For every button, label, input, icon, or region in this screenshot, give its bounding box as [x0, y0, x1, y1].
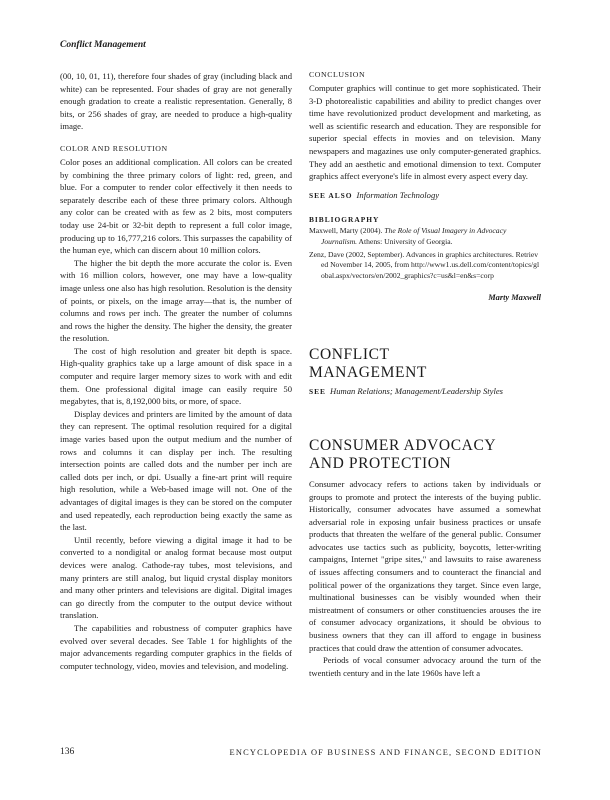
paragraph: The higher the bit depth the more accurate the color is. Even with 16 million colors, however, one may have a low-quality image unless one also has high resolution. Resolution is the density of points, or pixels, on the image array—that is, the number of columns and rows per inch. The greater the number of columns and rows the higher the density. The higher the density, the greater the resolution. — [60, 257, 292, 344]
paragraph: Until recently, before viewing a digital image it had to be converted to a nondigital or analog format because most output devices were analog. Cathode-ray tubes, most televisions, and many printers are still analog, but liquid crystal display monitors and many other printers and televisions are digital. Digital images can go directly from the computer to the output device without translation. — [60, 534, 292, 621]
entry-consumer-advocacy — [309, 437, 541, 680]
section-heading-conclusion: CONCLUSION — [309, 70, 366, 79]
paragraph: Display devices and printers are limited by the amount of data they can represent. The optimal resolution required for a digital image varies based upon the output medium and the number of rows and columns it can display per inch. The resulting intersection points are called dots and the number per inch are called dots per inch, or dpi. Usually a fine-art print will require high resolution, while a Web-based image will not. One of the advantages of digital images is they can be stored on the computer and used repeatedly, each reproduction being exactly the same as the last. — [60, 408, 292, 533]
author-signature: Marty Maxwell — [488, 293, 541, 303]
see-label: SEE — [309, 387, 326, 397]
see-also — [309, 189, 541, 203]
entry-title: MANAGEMENT — [309, 364, 427, 382]
section-heading-color-resolution: COLOR AND RESOLUTION — [60, 143, 168, 153]
bibliography-entry: Zenz, Dave (2002, September). Advances in graphics architectures. Retrieved November 14, 2005, from http://www1.us.dell.com/content/topics/global.aspx/vectors/en/2002_graphics?c=us&l=en&s=corp — [309, 249, 540, 280]
book-title: ENCYCLOPEDIA OF BUSINESS AND FINANCE, SECOND EDITION — [229, 748, 542, 757]
paragraph: The cost of high resolution and greater bit depth is space. High-quality graphics take up a large amount of disk space in a computer and require larger memory sizes to work with and edit them. One professional digital image can easily require 50 megabytes, that is, 8,192,000 bits, or more, of space. — [60, 345, 292, 407]
paragraph: Periods of vocal consumer advocacy around the turn of the twentieth century and in the late 1960s have left a — [309, 655, 541, 678]
see-also-link[interactable]: Information Technology — [356, 189, 440, 200]
paragraph: (00, 10, 01, 11), therefore four shades of gray (including black and white) can be represented. Four shades of gray are not generally enough gradation to create a realistic representation. Generally, 8 bits, or 256 shades of gray, are needed to produce a high-quality image. — [60, 71, 292, 132]
cross-reference-link[interactable]: Human Relations; Management/Leadership Styles — [329, 386, 504, 397]
bib-title: The Role of Visual Imagery in Advocacy Journalism. — [321, 226, 507, 246]
bib-text: Athens: University of Georgia. — [357, 236, 453, 246]
entry-title: AND PROTECTION — [309, 454, 452, 472]
page-number: 136 — [60, 747, 75, 757]
paragraph: Color poses an additional complication. All colors can be created by combining the three primary colors of light: red, green, and blue. For a computer to render color effectively it then needs to separately describe each of these three primary colors. Although any color can be created with as few as 2 bits, most computers today use 24-bit or 32-bit depth to represent a full color image, producing up to 16,777,216 colors. This surpasses the capability of the human eye, which can discern about 10 million colors. — [60, 156, 292, 256]
cross-reference — [309, 385, 541, 399]
left-column — [60, 70, 292, 672]
paragraph: Computer graphics will continue to get more sophisticated. Their 3-D photorealistic capabilities and ability to predict changes over time have revolutionized product development and marketing, as well as scientific research and education. They are responsible for superior special effects in movies and on television. Many newspapers and magazines use only computer-generated graphics. They add an aesthetic and emotional dimension to text. Computer graphics affect everyone's life in almost every aspect every day. — [309, 83, 541, 182]
entry-title: CONSUMER ADVOCACY — [309, 436, 497, 454]
paragraph: Consumer advocacy refers to actions taken by individuals or groups to promote and protect the interests of the buying public. Historically, consumer advocates have assumed a somewhat adversarial role in exposing unfair business practices or unsafe products that threaten the welfare of the general public. Consumer advocates use tactics such as publicity, boycotts, letter-writing campaigns, Internet "gripe sites," and lawsuits to raise awareness of issues affecting consumers and to counteract the financial and political power of the organizations they target. Since even large, multinational businesses can be visibly wounded when their mistreatment of consumers or other constituencies arouses the ire of consumer advocacy organizations, it should be obvious to business owners that they can ill afford to engage in business practices that could draw the attention of consumer advocates. — [309, 478, 541, 653]
entry-conflict-management — [309, 346, 541, 399]
right-column — [309, 70, 541, 679]
paragraph: The capabilities and robustness of computer graphics have evolved over several decades. See Table 1 for highlights of the major advancements regarding computer graphics in the fields of computer technology, video, movies and television, and modeling. — [60, 622, 292, 671]
running-head: Conflict Management — [60, 40, 146, 50]
bibliography-entry — [309, 226, 541, 247]
bibliography-heading: BIBLIOGRAPHY — [309, 215, 380, 225]
entry-title: CONFLICT — [309, 346, 390, 364]
bib-text: Maxwell, Marty (2004). — [309, 226, 385, 236]
see-also-label: SEE ALSO — [309, 190, 353, 200]
